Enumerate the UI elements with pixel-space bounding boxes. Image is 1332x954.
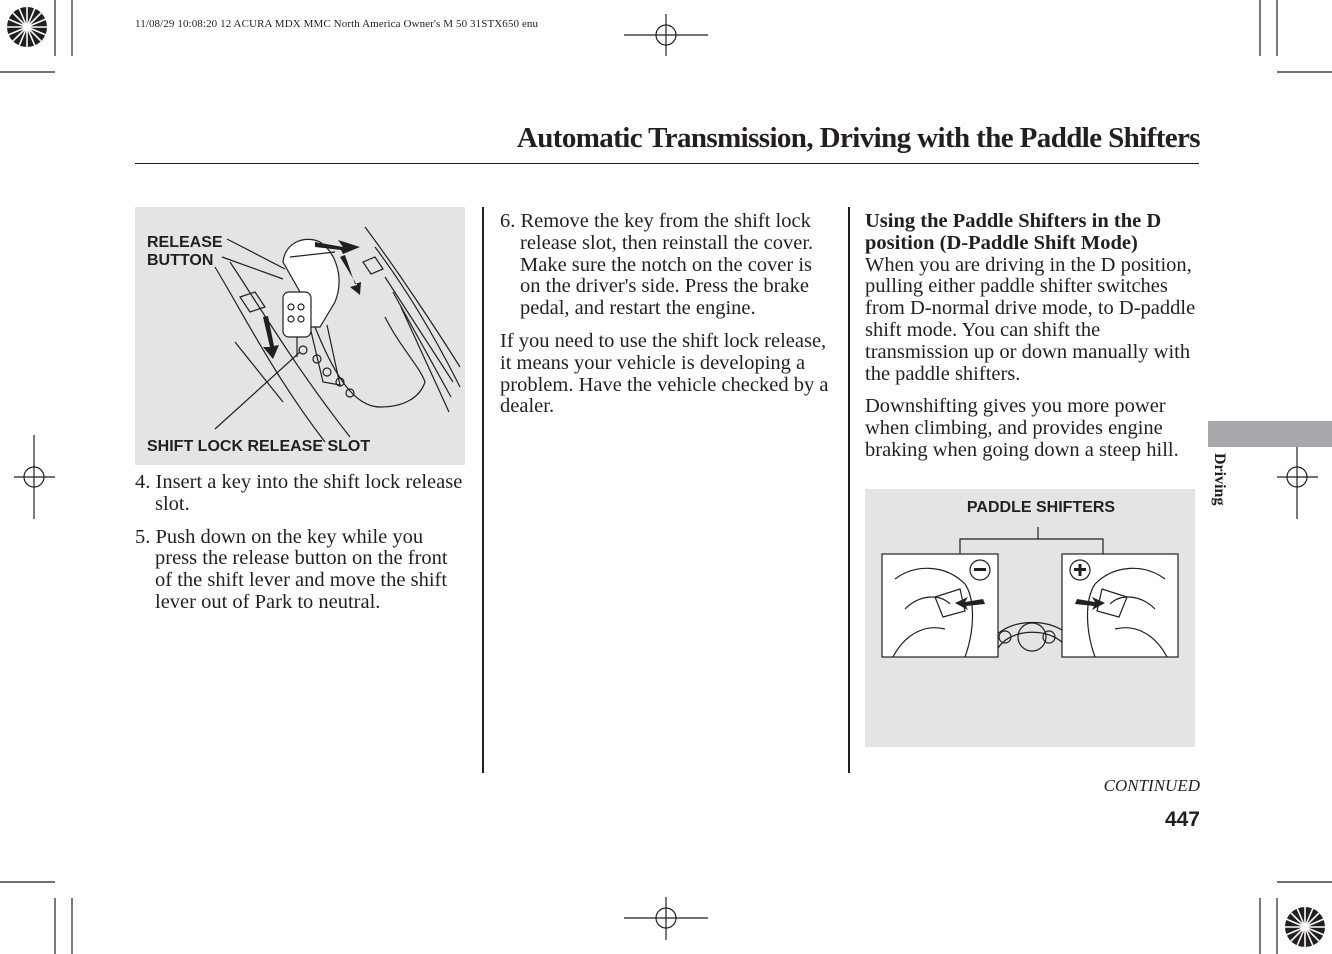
shift-lock-notice: If you need to use the shift lock release, it means your vehicle is developing a problem. Have the vehicle checked by a dealer. [500, 329, 829, 418]
column-divider-1 [482, 207, 484, 773]
section-tab [1208, 421, 1332, 447]
page-number: 447 [1164, 808, 1200, 831]
column-3-text [865, 211, 1200, 462]
column-1-text [135, 472, 465, 614]
column-divider-2 [848, 207, 850, 773]
step-6: 6. Remove the key from the shift lock release slot, then reinstall the cover. Make sure the notch on the cover is on the driver's side. Press the brake pedal, and restart the engine. [500, 210, 814, 320]
step-4: 4. Insert a key into the shift lock release slot. [135, 471, 463, 515]
continued-label: CONTINUED [1103, 776, 1200, 795]
release-button-label: RELEASE BUTTON [147, 234, 223, 269]
registration-sunburst-top-left [7, 7, 47, 47]
page-title: Automatic Transmission, Driving with the Paddle Shifters [516, 122, 1200, 154]
paddle-section-heading: Using the Paddle Shifters in the D position (D-Paddle Shift Mode) [865, 210, 1162, 254]
section-tab-label: Driving [1211, 453, 1228, 506]
paddle-shifters-label: PADDLE SHIFTERS [966, 499, 1116, 516]
paddle-para-1: When you are driving in the D position, pulling either paddle shifter switches from D-normal drive mode, to D-paddle shift mode. You can shift the transmission up or down manually with the paddle shifters. [865, 253, 1196, 385]
print-header: 11/08/29 10:08:20 12 ACURA MDX MMC North America Owner's M 50 31STX650 enu [135, 18, 539, 30]
paddle-shifters-figure [865, 489, 1195, 747]
shift-lock-release-slot-label: SHIFT LOCK RELEASE SLOT [147, 438, 371, 455]
paddle-shifters-illustration [865, 489, 1195, 747]
step-5: 5. Push down on the key while you press the release button on the front of the shift lever and move the shift lever out of Park to neutral. [135, 525, 448, 613]
registration-sunburst-bottom-right [1285, 907, 1325, 947]
paddle-para-2: Downshifting gives you more power when climbing, and provides engine braking when going down a steep hill. [865, 395, 1179, 461]
shift-lock-figure [135, 207, 465, 465]
column-2-text [500, 211, 835, 418]
title-rule [135, 163, 1199, 164]
